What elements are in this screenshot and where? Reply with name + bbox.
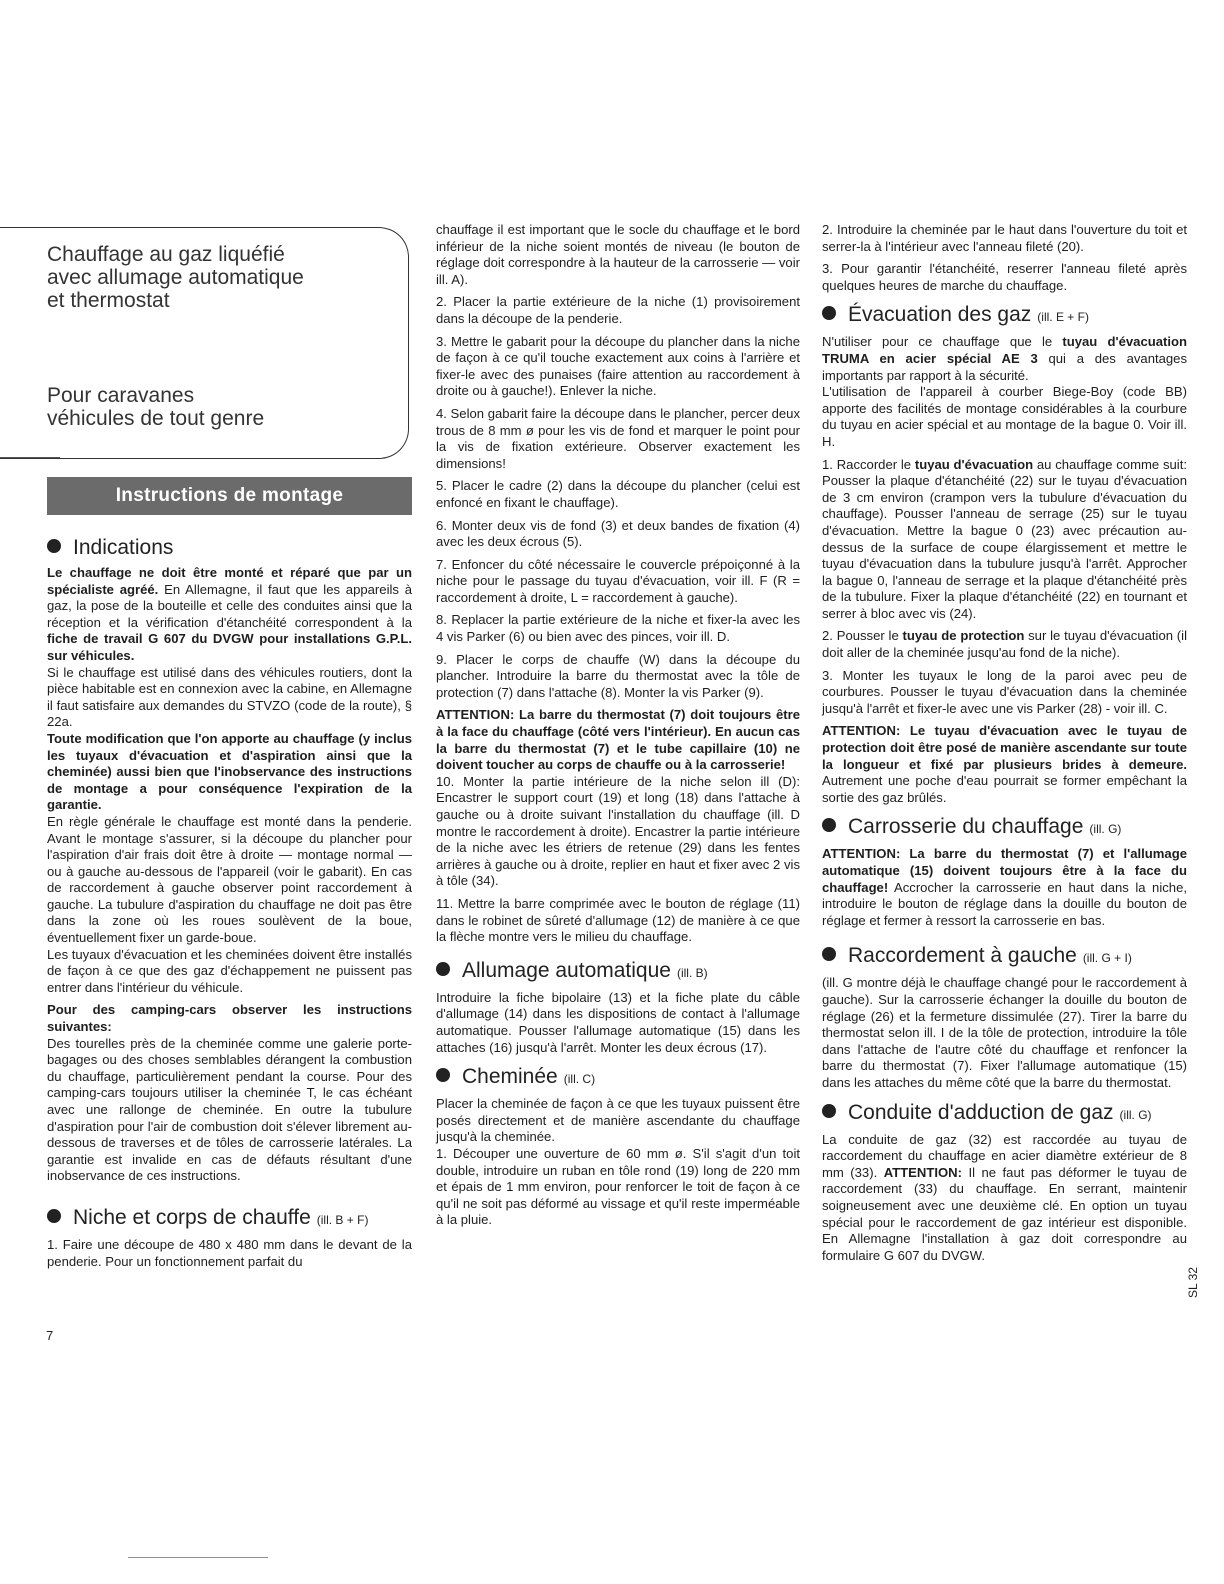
blue-rule [128,1557,268,1558]
paragraph: Si le chauffage est utilisé dans des véhicules routiers, dont la pièce habitable est en connexion avec la cabine, en Allemagne il faut satisfaire aux demandes du STVZO (code de la route), § 22a. [47,664,412,730]
heading-carrosserie [822,814,1187,842]
bold-text: fiche de travail G 607 du DVGW pour installations G.P.L. sur véhicules. [47,631,412,663]
paragraph: L'utilisation de l'appareil à courber Biege-Boy (code BB) apporte des facilités de montage considérables à la courbure du tuyau en acier spécial et au montage de la bague 0. Voir ill. H. [822,384,1187,449]
paragraph [822,1132,1187,1265]
paragraph [822,846,1187,929]
heading-text: Raccordement à gauche [848,944,1077,968]
paragraph [822,457,1187,623]
column-2 [436,222,800,1235]
bold-text: ATTENTION: [883,1164,962,1180]
paragraph: Introduire la fiche bipolaire (13) et la fiche plate du câble d'allumage (14) dans les dispositions de contact à l'allumage automatique. Pousser l'allumage automatique (15) dans les attaches (16) jusqu'à l'arrêt. Monter les deux écrous (17). [436,989,800,1055]
paragraph [822,334,1187,384]
title-line: avec allumage automatique [47,266,304,289]
paragraph: 1. Faire une découpe de 480 x 480 mm dans le devant de la penderie. Pour un fonctionnement parfait du [47,1236,412,1269]
paragraph: Placer la cheminée de façon à ce que les tuyaux puissent être posés directement et de manière ascendante du chauffage jusqu'à la cheminée. [436,1096,800,1145]
heading-ref: (ill. G + I) [1082,951,1132,966]
heading-conduite [822,1100,1187,1128]
paragraph: 3. Monter les tuyaux le long de la paroi avec peu de courbures. Pousser le tuyau d'évacuation dans la cheminée jusqu'à l'arrêt et fixer-le avec une vis Parker (28) - voir ill. C. [822,667,1187,716]
section-banner: Instructions de montage [47,477,412,515]
heading-ref: (ill. G) [1089,822,1122,837]
heading-text: Allumage automatique [462,958,671,982]
text: La conduite de gaz (32) est raccordée au tuyau de raccordement du chauffage en acier diamètre extérieur de 8 mm (33). [822,1131,1187,1180]
paragraph: 6. Monter deux vis de fond (3) et deux bandes de fixation (4) avec les deux écrous (5). [436,517,800,550]
heading-text: Évacuation des gaz [848,303,1032,327]
column-1 [47,527,412,1276]
paragraph: 10. Monter la partie intérieure de la niche selon ill (D): Encastrer le support court (19) et long (18) dans l'attache à gauche ou à droite suivant l'installation du chauffage (ill. D montre le raccordement à droite). Encastrer la partie intérieure de la niche avec les étriers de retenue (29) dans les fentes arrières à gauche ou à droite, replier en haut et fixer avec 2 vis à tôle (34). [436,773,800,889]
paragraph: 3. Mettre le gabarit pour la découpe du plancher dans la niche de façon à ce qu'il touche exactement aux coins à l'arrière et fixer-le avec des punaises (faire attention au raccordement à droite ou à gauche!). Enlever la niche. [436,333,800,399]
paragraph: 8. Replacer la partie extérieure de la niche et fixer-la avec les 4 vis Parker (6) ou bien avec des pinces, voir ill. D. [436,612,800,645]
text: 1. Raccorder le [822,456,915,472]
paragraph: 7. Enfoncer du côté nécessaire le couvercle prépoiçonné à la niche pour le passage du tuyau d'évacuation, voir ill. F (R = raccordement à droite, L = raccordement à gauche). [436,556,800,605]
paragraph: Les tuyaux d'évacuation et les cheminées doivent être installés de façon à ce que des gaz d'échappement ne puissent pas entrer dans l'intérieur du véhicule. [47,946,412,995]
page-number: 7 [46,1328,54,1343]
paragraph [47,565,412,665]
paragraph: 9. Placer le corps de chauffe (W) dans la découpe du plancher. Introduire la barre du thermostat avec la tôle de protection (7) dans l'attache (8). Monter la vis Parker (9). [436,651,800,700]
paragraph: chauffage il est important que le socle du chauffage et le bord inférieur de la niche soient montés de niveau (le bouton de réglage doit correspondre à la hauteur de la carrosserie — voir ill. A). [436,222,800,287]
bullet-icon [47,539,61,553]
paragraph: 3. Pour garantir l'étanchéité, reserrer l'anneau fileté après quelques heures de marche du chauffage. [822,261,1187,293]
bold-text: ATTENTION: La barre du thermostat (7) et l'allumage automatique (15) doivent toujours être à la face du chauffage! [822,846,1187,895]
bold-text: ATTENTION: Le tuyau d'évacuation avec le tuyau de protection doit être posé de manière ascendante sur toute la longueur et fixé par plusieurs brides à demeure. [822,723,1187,772]
paragraph: 1. Découper une ouverture de 60 mm ø. S'il s'agit d'un toit double, introduire un ruban en tôle rond (19) long de 220 mm et épais de 1 mm environ, pour renforcer le toit de façon à ce qu'il ne soit pas déformé au vissage et qu'il reste imperméable à la pluie. [436,1145,800,1228]
heading-ref: (ill. C) [563,1072,596,1087]
title-line: Chauffage au gaz liquéfié [47,243,285,266]
paragraph [436,707,800,773]
text: Autrement une poche d'eau pourrait se former empêchant la sortie des gaz brûlés. [822,773,1187,805]
heading-cheminee [436,1064,800,1092]
paragraph [47,1002,412,1035]
title-sub [47,384,264,430]
paragraph: 11. Mettre la barre comprimée avec le bouton de réglage (11) dans le robinet de sûreté d'allumage (12) de manière à ce que la flèche montre vers le milieu du chauffage. [436,895,800,945]
heading-allumage [436,958,800,986]
heading-text: Conduite d'adduction de gaz [848,1100,1114,1124]
heading-indications [47,535,412,561]
title-line: Pour caravanes [47,384,195,407]
bullet-icon [436,1068,450,1082]
text: 2. Pousser le [822,628,903,644]
heading-niche [47,1205,412,1233]
text: N'utiliser pour ce chauffage que le [822,334,1063,350]
bold-text: tuyau d'évacuation TRUMA en acier spécial AE 3 [822,334,1187,366]
paragraph: En règle générale le chauffage est monté dans la penderie. Avant le montage s'assurer, si la découpe du plancher pour l'aspiration d'air frais doit être à droite — montage normal — ou à gauche au-dessous de l'appareil (voir le gabarit). En cas de raccordement à gauche observer point raccordement à gauche. La tubulure d'aspiration du chauffage ne doit pas être dans la zone où les roues soulèvent de la boue, éventuellement fixer un garde-boue. [47,813,412,946]
column-3 [822,222,1187,1270]
bold-text: Pour des camping-cars observer les instructions suivantes: [47,1002,412,1035]
paragraph [47,731,412,814]
paragraph: 5. Placer le cadre (2) dans la découpe du plancher (celui est enfoncé en fixant le chauffage). [436,478,800,510]
paragraph: 4. Selon gabarit faire la découpe dans le plancher, percer deux trous de 8 mm ø pour les vis de fond et marquer le point pour la vis de fixation extérieure. Observer exactement les dimensions! [436,405,800,471]
heading-ref: (ill. B + F) [316,1212,369,1227]
bold-text: tuyau de protection [902,628,1025,644]
paragraph [822,628,1187,661]
heading-ref: (ill. G) [1119,1107,1152,1122]
heading-raccordement [822,943,1187,971]
text: Accrocher la carrosserie en haut dans la niche, introduire le bouton de réglage dans la douille du bouton de réglage et fermer à ressort la carrosserie en bas. [822,879,1187,928]
heading-ref: (ill. E + F) [1037,310,1089,325]
title-main [47,243,304,312]
bullet-icon [47,1209,61,1223]
heading-text: Carrosserie du chauffage [848,815,1084,839]
bold-text: Le chauffage ne doit être monté et réparé que par un spécialiste agréé. [47,565,412,597]
heading-text: Indications [73,536,174,559]
bold-text: tuyau d'évacuation [914,456,1034,472]
bullet-icon [822,1104,836,1118]
text: qui a des avantages importants par rapport à la sécurité. [822,350,1188,383]
side-code: SL 32 [1186,1267,1200,1298]
bullet-icon [822,947,836,961]
bold-text: ATTENTION: La barre du thermostat (7) doit toujours être à la face du chauffage (côté vers l'intérieur). En aucun cas la barre du thermostat (7) et le tube capillaire (10) ne doivent toucher au corps de chauffe ou à la carrosserie! [436,707,800,773]
bullet-icon [436,962,450,976]
paragraph [822,723,1187,806]
heading-ref: (ill. B) [676,965,708,980]
bullet-icon [822,818,836,832]
text: au chauffage comme suit: Pousser la plaque d'étanchéité (22) sur le tuyau d'évacuation de 3 cm environ (crampon vers la tubulure d'évacuation du chauffage). Pousser l'anneau de serrage (25) sur le tuyau d'évacuation. Mettre la bague 0 (23) avec précaution au-dessus de la surface de coupe élargissement et mettre le tuyau d'évacuation dans la tubulure jusqu'à l'arrêt. Approcher la bague 0, l'anneau de serrage et la plaque d'étanchéité près de la tubulure. Fixer la plaque d'étanchéité (22) en tournant et serrer à bloc avec vis (24). [822,456,1187,621]
title-line: véhicules de tout genre [47,407,265,430]
paragraph: 2. Introduire la cheminée par le haut dans l'ouverture du toit et serrer-la à l'intérieur avec l'anneau fileté (20). [822,222,1187,254]
text: En Allemagne, il faut que les appareils à gaz, la pose de la bouteille et celle des conduites ainsi que la réception et la vérification d'étanchéité correspondent à la [47,581,412,630]
paragraph: 2. Placer la partie extérieure de la niche (1) provisoirement dans la découpe de la penderie. [436,294,800,326]
heading-text: Cheminée [462,1065,558,1089]
text: sur le tuyau d'évacuation (il doit aller de la cheminée jusqu'au fond de la niche). [822,628,1187,661]
bold-text: Toute modification que l'on apporte au chauffage (y inclus les tuyaux d'évacuation et d'aspiration ainsi que la cheminée) aussi bien que l'inobservance des instructions de montage a pour conséquence l'expiration de la garantie. [47,730,412,813]
bullet-icon [822,306,836,320]
text: Il ne faut pas déformer le tuyau de raccordement (33) du chauffage. En serrant, maintenir soigneusement avec une deuxième clé. En option un tuyau spécial pour le raccordement de gaz intérieur est disponible. En Allemagne l'installation à gaz doit correspondre au formulaire G 607 du DVGW. [822,1164,1187,1263]
paragraph: (ill. G montre déjà le chauffage changé pour le raccordement à gauche). Sur la carrosserie échanger la douille du bouton de réglage (26) et la fermeture dissimulée (27). Tirer la barre du thermostat selon ill. I de la tôle de protection, introduire la tôle dans l'attache de l'autre côté du chauffage et renfoncer la barre du thermostat (7). Fixer l'allumage automatique (15) dans les attaches du même côté que la barre du thermostat. [822,975,1187,1090]
heading-evacuation [822,302,1187,330]
heading-text: Niche et corps de chauffe [73,1205,311,1229]
paragraph: Des tourelles près de la cheminée comme une galerie porte-bagages ou des choses semblables dérangent la combustion du chauffage, particulièrement pendant la course. Pour des camping-cars toujours utiliser la cheminée T, le cas échéant avec une rallonge de cheminée. En outre la tubulure d'aspiration pour l'air de combustion doit s'élever librement au-dessous de traverses et de tôles de carrosserie latérales. La garantie est invalide en cas de défauts résultant d'une inobservance de ces instructions. [47,1035,412,1184]
title-line: et thermostat [47,289,170,312]
